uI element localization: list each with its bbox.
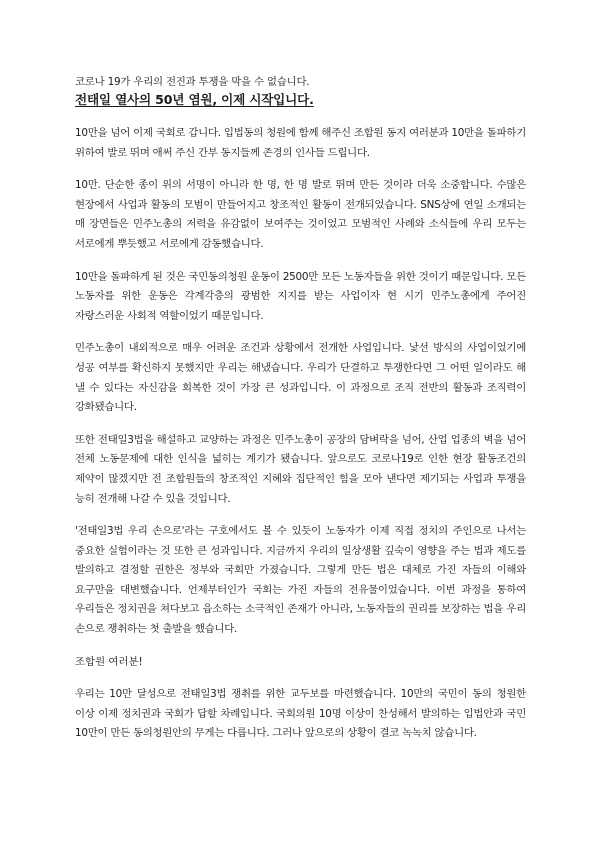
document-subtitle: 코로나 19가 우리의 전진과 투쟁을 막을 수 없습니다. (75, 76, 310, 88)
paragraph-2: 10만. 단순한 종이 위의 서명이 아니라 한 명, 한 명 발로 뛰며 만든 것이라 더욱 소중합니다. 수많은 현장에서 사업과 활동의 모범이 만들어지고 창조적인 활동이 전개되었습니다. SNS상에 연일 소개되는 매 장면들은 민주노총의 저력을 유감없이 보여주는 것이었고 모범적인 사례와 소식들에 우리 모두는 서로에게 뿌듯했고 서로에게 감동했습니다. (75, 179, 526, 250)
paragraph-4: 민주노총이 내외적으로 매우 어려운 조건과 상황에서 전개한 사업입니다. 낯선 방식의 사업이었기에 성공 여부를 확신하지 못했지만 우리는 해냈습니다. 우리가 단결하고 투쟁한다면 그 어떤 일이라도 해 낼 수 있다는 자신감을 회복한 것이 가장 큰 성과입니다. 이 과정으로 조직 전반의 활동과 조직력이 강화됐습니다. (75, 342, 526, 414)
salutation: 조합원 여러분! (75, 655, 143, 668)
paragraph-1: 10만을 넘어 이제 국회로 갑니다. 입법동의 청원에 함께 해주신 조합원 동지 여러분과 10만을 돌파하기 위하여 발로 뛰며 애써 주신 간부 동지들께 존경의 인사들 드립니다. (75, 127, 526, 159)
document-title: 전태일 열사의 50년 염원, 이제 시작입니다. (75, 92, 314, 107)
paragraph-6: '전태일3법 우리 손으로'라는 구호에서도 볼 수 있듯이 노동자가 이제 직접 정치의 주인으로 나서는 중요한 실험이라는 것 또한 큰 성과입니다. 지금까지 우리의 일상생활 깊숙이 영향을 주는 법과 제도를 발의하고 결정할 권한은 정부와 국회만 가졌습니다. 그렇게 만든 법은 대체로 가진 자들의 이해와 요구만을 대변했습니다. 언제부터인가 국회는 가진 자들의 전유물이었습니다. 이번 과정을 통하여 우리들은 정치권을 쳐다보고 읍소하는 소극적인 존재가 아니라, 노동자들의 권리를 보장하는 법을 우리 손으로 쟁취하는 첫 출발을 했습니다. (75, 525, 526, 636)
closing-paragraph: 우리는 10만 달성으로 전태일3법 쟁취를 위한 교두보를 마련했습니다. 10만의 국민이 동의 청원한 이상 이제 정치권과 국회가 답할 차례입니다. 국회의원 10명 이상이 찬성해서 발의하는 입법안과 국민 10만이 만든 동의청원안의 무게는 다릅니다. 그러나 앞으로의 상황이 결코 녹녹치 않습니다. (75, 688, 526, 740)
paragraph-3: 10만을 돌파하게 된 것은 국민동의청원 운동이 2500만 모든 노동자들을 위한 것이기 때문입니다. 모든 노동자를 위한 운동은 각계각층의 광범한 지지를 받는 사업이자 현 시기 민주노총에게 주어진 자랑스러운 사회적 역할이었기 때문입니다. (75, 270, 526, 322)
paragraph-5: 또한 전태일3법을 해설하고 교양하는 과정은 민주노총이 공장의 담벼락을 넘어, 산업 업종의 벽을 넘어 전체 노동문제에 대한 인식을 넓히는 계기가 됐습니다. 앞으로도 코로나19로 인한 현장 활동조건의 제약이 많겠지만 전 조합원들의 창조적인 지혜와 집단적인 힘을 모아 낸다면 제기되는 사업과 투쟁을 능히 전개해 나갈 수 있을 것입니다. (75, 433, 526, 505)
